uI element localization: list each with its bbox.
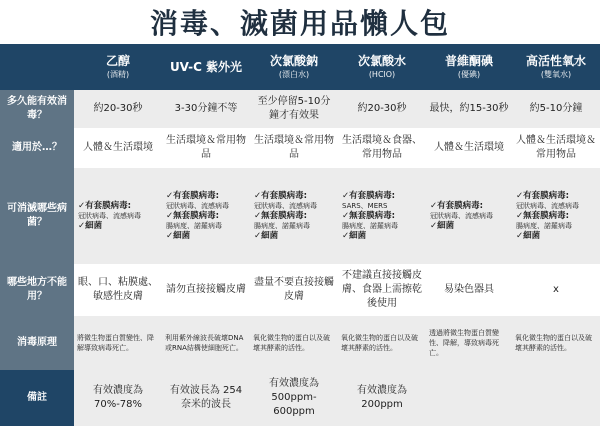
table-cell: 約20-30秒 — [338, 90, 426, 128]
header-corner — [0, 44, 74, 90]
row-label: 備註 — [0, 370, 74, 426]
table-cell: x — [512, 264, 600, 316]
column-subname: (雙氧水) — [540, 70, 572, 79]
table-cell: 有效濃度為200ppm — [338, 370, 426, 426]
table-cell — [512, 168, 600, 264]
table-cell: 不建議直接接觸皮膚、食器上需擦乾後使用 — [338, 264, 426, 316]
virus-heading: ✓細菌 — [430, 220, 455, 231]
table-cell: 有效濃度為70%-78% — [74, 370, 162, 426]
virus-heading: ✓有套膜病毒: — [166, 190, 220, 201]
row-applicable — [0, 128, 600, 168]
table-cell: 利用紫外線波長破壞DNA或RNA結構使細胞死亡。 — [162, 316, 250, 370]
header-row — [0, 44, 600, 90]
virus-detail: 冠狀病毒、流感病毒 — [516, 201, 579, 210]
virus-detail: 冠狀病毒、流感病毒 — [78, 211, 141, 220]
column-name: 次氯酸鈉 — [269, 54, 318, 68]
table-cell: 有效濃度為500ppm-600ppm — [250, 370, 338, 426]
virus-heading: ✓無套膜病毒: — [254, 210, 308, 221]
table-cell: 盡量不要直接接觸皮膚 — [250, 264, 338, 316]
virus-detail: 冠狀病毒、流感病毒 — [166, 201, 229, 210]
virus-detail: SARS、MERS — [342, 201, 388, 210]
virus-detail: 腸病度、諾羅病毒 — [166, 221, 222, 230]
table-cell: 人體＆生活環境 — [74, 128, 162, 168]
column-name: UV-C 紫外光 — [169, 59, 243, 74]
virus-heading: ✓有套膜病毒: — [516, 190, 570, 201]
table-cell: 至少停留5-10分鐘才有效果 — [250, 90, 338, 128]
column-subname: (漂白水) — [278, 70, 310, 79]
table-cell: 人體＆生活環境＆常用物品 — [512, 128, 600, 168]
virus-detail: 冠狀病毒、流感病毒 — [254, 201, 317, 210]
column-header — [512, 44, 600, 90]
column-name: 高活性氧水 — [525, 54, 586, 68]
column-header — [338, 44, 426, 90]
table-cell — [74, 168, 162, 264]
virus-detail: 冠狀病毒、流感病毒 — [430, 211, 493, 220]
table-cell: 請勿直接接觸皮膚 — [162, 264, 250, 316]
row-viruses — [0, 168, 600, 264]
virus-heading: ✓有套膜病毒: — [430, 200, 484, 211]
table-cell: 約5-10分鐘 — [512, 90, 600, 128]
table-cell: 最快，約15-30秒 — [426, 90, 512, 128]
row-label: 哪些地方不能用？ — [0, 264, 74, 316]
table-cell — [162, 168, 250, 264]
row-note — [0, 370, 600, 426]
virus-heading: ✓有套膜病毒: — [342, 190, 396, 201]
row-label: 可消滅哪些病菌？ — [0, 168, 74, 264]
column-subname: (酒精) — [106, 70, 130, 79]
virus-heading: ✓有套膜病毒: — [78, 200, 132, 211]
virus-heading: ✓細菌 — [516, 230, 541, 241]
virus-heading: ✓細菌 — [254, 230, 279, 241]
column-header — [162, 44, 250, 90]
row-principle — [0, 316, 600, 370]
row-time — [0, 90, 600, 128]
table-cell — [338, 168, 426, 264]
virus-heading: ✓細菌 — [342, 230, 367, 241]
row-label: 多久能有效消毒？ — [0, 90, 74, 128]
virus-heading: ✓有套膜病毒: — [254, 190, 308, 201]
page-title: 消毒、滅菌用品懶人包 — [149, 7, 450, 40]
table-cell: 生活環境＆常用物品 — [162, 128, 250, 168]
virus-heading: ✓無套膜病毒: — [166, 210, 220, 221]
table-cell: 易染色器具 — [426, 264, 512, 316]
table-cell: 有效波長為 254 奈米的波長 — [162, 370, 250, 426]
virus-heading: ✓細菌 — [78, 220, 103, 231]
row-label: 適用於…？ — [0, 128, 74, 168]
virus-heading: ✓無套膜病毒: — [516, 210, 570, 221]
table-cell — [426, 168, 512, 264]
table-cell: 生活環境＆常用物品 — [250, 128, 338, 168]
row-label: 消毒原理 — [0, 316, 74, 370]
disinfectant-table — [0, 44, 600, 426]
table-cell: 氧化微生物的蛋白以及破壞其酵素的活性。 — [250, 316, 338, 370]
virus-heading: ✓細菌 — [166, 230, 191, 241]
column-name: 普維酮碘 — [444, 54, 493, 68]
column-header — [250, 44, 338, 90]
table-cell: 將微生物蛋白質變性、降解導致病毒死亡。 — [74, 316, 162, 370]
virus-heading: ✓無套膜病毒: — [342, 210, 396, 221]
virus-detail: 腸病度、諾羅病毒 — [254, 221, 310, 230]
column-header — [426, 44, 512, 90]
column-header — [74, 44, 162, 90]
virus-detail: 腸病度、諾羅病毒 — [516, 221, 572, 230]
table-cell: 約20-30秒 — [74, 90, 162, 128]
table-cell: 氧化微生物的蛋白以及破壞其酵素的活性。 — [512, 316, 600, 370]
table-cell: 3-30分鐘不等 — [162, 90, 250, 128]
column-subname: (優碘) — [457, 70, 481, 79]
table-cell: 透過將微生物蛋白質變性、降解，導致病毒死亡。 — [426, 316, 512, 370]
table-cell: 眼、口、粘膜處、敏感性皮膚 — [74, 264, 162, 316]
column-subname: (HClO) — [368, 70, 396, 79]
row-cannot-use — [0, 264, 600, 316]
table-cell: 生活環境＆食器、常用物品 — [338, 128, 426, 168]
column-name: 次氯酸水 — [357, 54, 406, 68]
table-cell — [250, 168, 338, 264]
table-cell — [512, 370, 600, 426]
table-cell: 人體＆生活環境 — [426, 128, 512, 168]
virus-detail: 腸病度、諾羅病毒 — [342, 221, 398, 230]
column-name: 乙醇 — [105, 54, 130, 68]
table-cell — [426, 370, 512, 426]
table-cell: 氧化微生物的蛋白以及破壞其酵素的活性。 — [338, 316, 426, 370]
